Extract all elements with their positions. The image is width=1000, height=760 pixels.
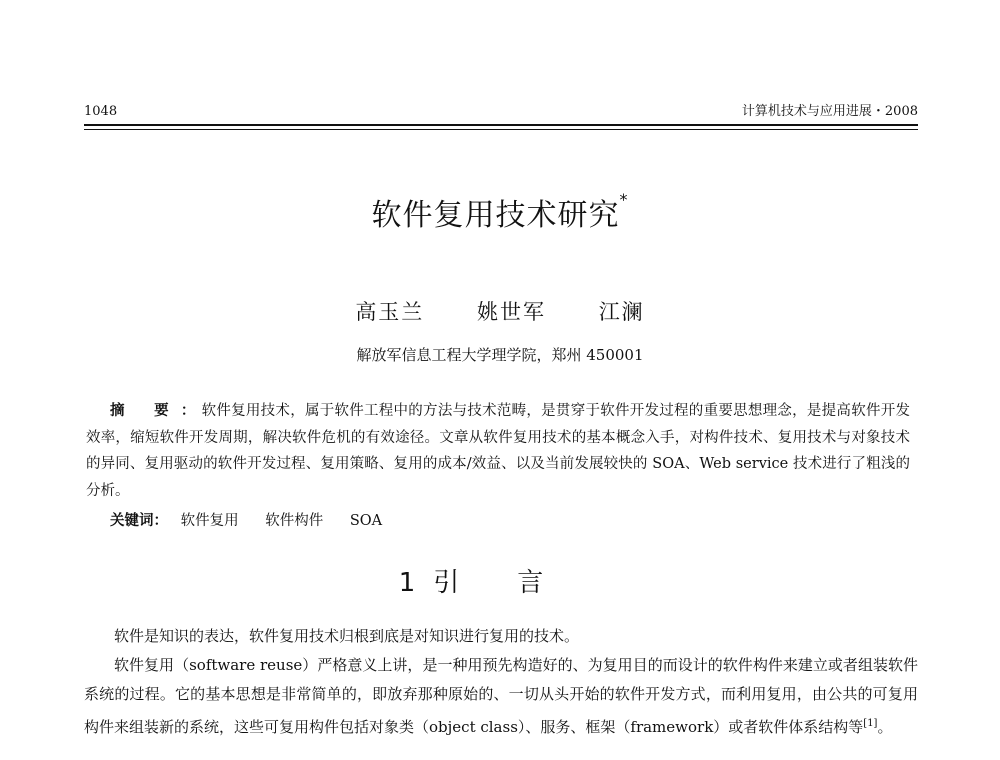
- page-number: 1048: [84, 104, 118, 119]
- keyword: 软件构件: [265, 513, 324, 529]
- header-rule-thick: [84, 124, 918, 126]
- affiliation: 解放军信息工程大学理学院，郑州 450001: [356, 346, 644, 364]
- running-header: [84, 104, 918, 120]
- paragraph-end: 。: [877, 718, 893, 736]
- title-text: 软件复用技术研究: [371, 198, 620, 233]
- citation-ref: [1]: [863, 718, 878, 729]
- journal-name: 计算机技术与应用进展・2008: [741, 104, 918, 119]
- keyword: SOA: [349, 513, 383, 529]
- paragraph-text: 软件是知识的表达，软件复用技术归根到底是对知识进行复用的技术。: [114, 627, 580, 645]
- keywords: [110, 509, 404, 530]
- section-number: 1: [398, 568, 416, 598]
- abstract-label-colon: ：: [180, 402, 196, 419]
- author-list: [0, 296, 1000, 326]
- section-heading: [0, 562, 1000, 599]
- header-rule-thin: [84, 129, 918, 130]
- abstract-text: 软件复用技术，属于软件工程中的方法与技术范畴，是贯穿于软件开发过程的重要思想理念，是提高软件开发效率，缩短软件开发周期，解决软件危机的有效途径。文章从软件复用技术的基本概念入手，对构件技术、复用技术与对象技术的异同、复用驱动的软件开发过程、复用策略、复用的成本/效益、以及当前发展较快的 SOA、Web service 技术进行了粗浅的分析。: [86, 403, 910, 499]
- author-name: 高玉兰: [355, 300, 425, 324]
- body-text: [84, 622, 918, 742]
- keywords-label: 关键词：: [110, 512, 168, 529]
- paragraph: [84, 622, 918, 651]
- abstract-label: 摘 要: [110, 402, 181, 419]
- author-name: 江澜: [598, 300, 645, 324]
- author-name: 姚世军: [477, 300, 546, 324]
- section-title: 引言: [433, 568, 602, 598]
- abstract: [86, 398, 910, 504]
- paper-title: [0, 190, 1000, 234]
- keyword: 软件复用: [180, 513, 239, 529]
- title-footnote-mark: *: [619, 190, 629, 209]
- paragraph-text: 软件复用（software reuse）严格意义上讲，是一种用预先构造好的、为复用目的而设计的软件构件来建立或者组装软件系统的过程。它的基本思想是非常简单的，即放弃那种原始的、一切从头开始的软件开发方式，而利用复用，由公共的可复用构件来组装新的系统，这些可复用构件包括对象类（object class）、服务、框架（framework）或者软件体系结构等: [84, 656, 918, 736]
- paragraph: [84, 651, 918, 742]
